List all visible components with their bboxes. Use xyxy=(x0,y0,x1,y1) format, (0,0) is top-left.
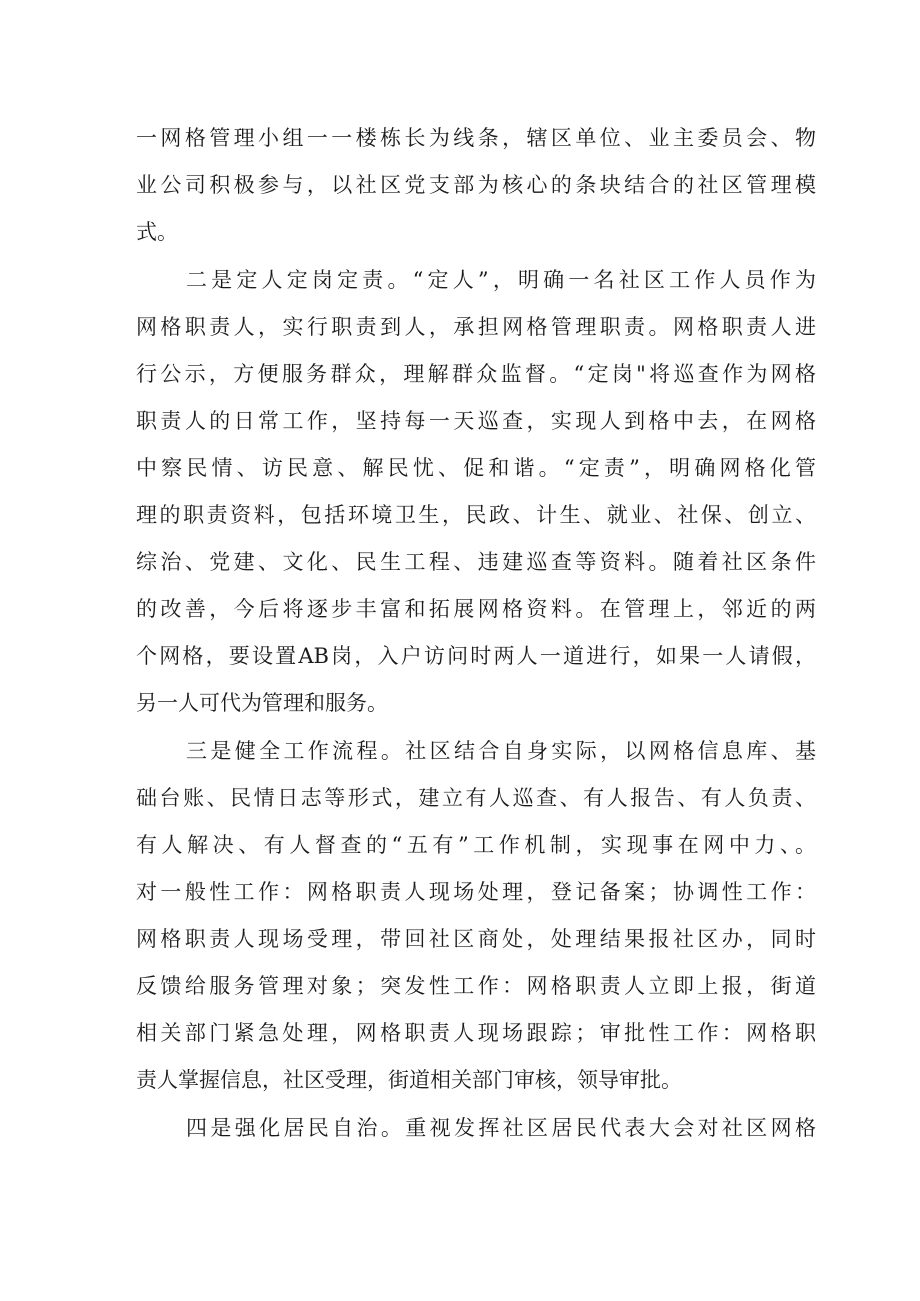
paragraph-first-line: 三是健全工作流程。社区结合自身实际，以网格信息库、基 xyxy=(186,739,816,763)
text-line: 业公司积极参与，以社区党支部为核心的条块结合的社区管理模 xyxy=(136,173,816,197)
text-line: 相关部门紧急处理，网格职责人现场跟踪；审批性工作：网格职 xyxy=(136,1021,816,1045)
paragraph-first-line: 二是定人定岗定责。“定人”，明确一名社区工作人员作为 xyxy=(186,268,816,292)
text-line: 一网格管理小组一一楼栋长为线条，辖区单位、业主委员会、物 xyxy=(136,126,816,150)
text-line: 式。 xyxy=(136,220,178,244)
text-line: 网格职责人，实行职责到人，承担网格管理职责。网格职责人进 xyxy=(136,315,816,339)
text-line: 个网格，要设置AB岗，入户访问时两人一道进行，如果一人请假， xyxy=(136,644,816,668)
text-line: 有人解决、有人督查的“五有”工作机制，实现事在网中力、。 xyxy=(136,833,816,857)
text-line: 职责人的日常工作，坚持每一天巡查，实现人到格中去，在网格 xyxy=(136,409,816,433)
text-line: 对一般性工作：网格职责人现场处理，登记备案；协调性工作： xyxy=(136,880,816,904)
text-line: 另一人可代为管理和服务。 xyxy=(136,691,388,715)
text-line: 理的职责资料，包括环境卫生，民政、计生、就业、社保、创立、 xyxy=(136,503,816,527)
text-line: 反馈给服务管理对象；突发性工作：网格职责人立即上报，街道 xyxy=(136,974,816,998)
paragraph-first-line: 四是强化居民自治。重视发挥社区居民代表大会对社区网格 xyxy=(186,1116,816,1140)
text-line: 的改善，今后将逐步丰富和拓展网格资料。在管理上，邻近的两 xyxy=(136,597,816,621)
text-line: 综治、党建、文化、民生工程、违建巡查等资料。随着社区条件 xyxy=(136,550,816,574)
text-line: 行公示，方便服务群众，理解群众监督。“定岗"将巡查作为网格 xyxy=(136,362,816,386)
text-line: 中察民情、访民意、解民忧、促和谐。“定责”，明确网格化管 xyxy=(136,456,816,480)
text-line: 础台账、民情日志等形式，建立有人巡查、有人报告、有人负责、 xyxy=(136,786,816,810)
text-line: 网格职责人现场受理，带回社区商处，处理结果报社区办，同时 xyxy=(136,927,816,951)
text-line: 责人掌握信息，社区受理，街道相关部门审核，领导审批。 xyxy=(136,1068,682,1092)
